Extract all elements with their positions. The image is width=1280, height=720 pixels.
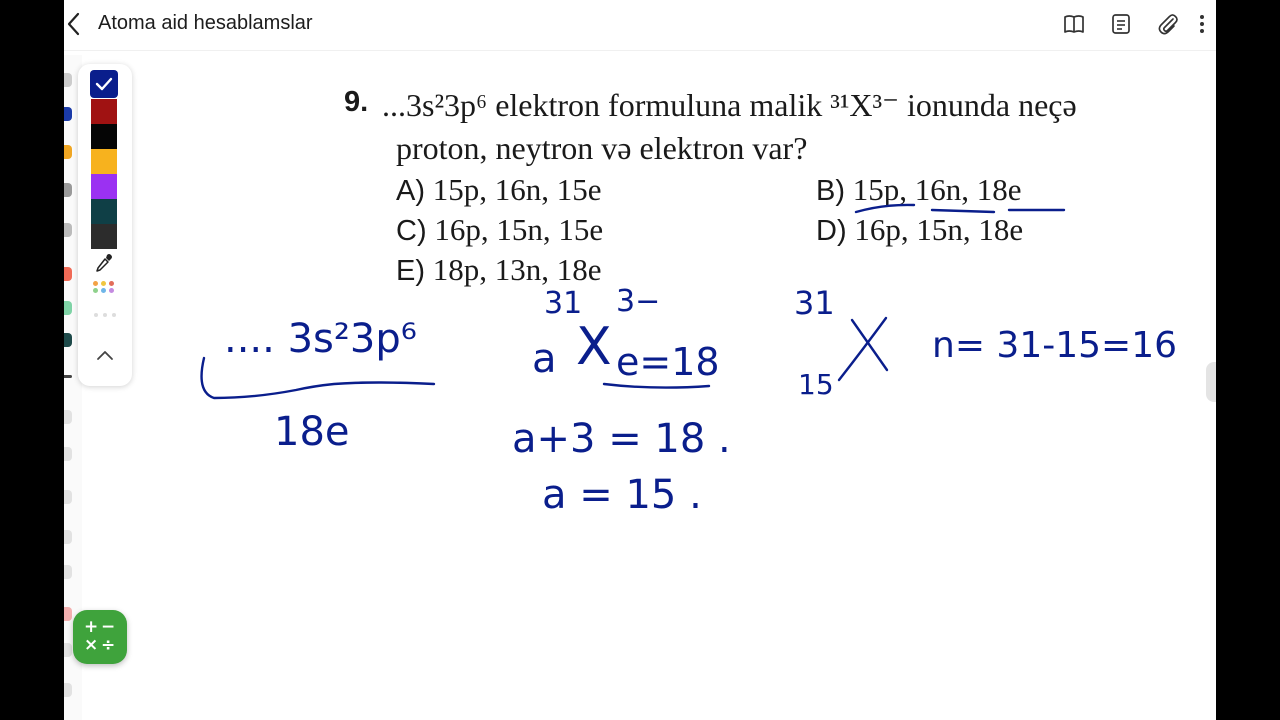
calculator-button[interactable] <box>73 610 127 664</box>
config-text: .... 3s²3p⁶ <box>224 316 417 362</box>
ion-symbol: X <box>576 317 612 377</box>
underline-option-b-2 <box>932 210 994 212</box>
option-a: A) 15p, 16n, 15e <box>396 172 602 207</box>
ion-unknown: a <box>532 336 557 382</box>
nuclide-atomic: 15 <box>798 368 834 401</box>
equation-1: a+3 = 18 . <box>512 416 731 462</box>
nuclide-x-stroke1 <box>852 320 887 370</box>
scroll-handle[interactable] <box>1206 362 1216 402</box>
electron-underline <box>604 384 709 388</box>
handwriting-layer <box>64 0 1216 720</box>
option-d: D) 16p, 15n, 18e <box>816 212 1024 247</box>
underline-option-b-1 <box>856 205 914 212</box>
nuclide-x-stroke2 <box>839 318 886 380</box>
ion-electrons: e=18 <box>616 340 720 384</box>
option-c: C) 16p, 15n, 15e <box>396 212 604 247</box>
plus-icon: + <box>84 617 99 637</box>
neutron-calc: n= 31-15=16 <box>932 325 1178 366</box>
ion-charge: 3− <box>616 284 661 319</box>
note-title: Atoma aid hesablamslar <box>98 12 313 34</box>
ion-mass: 31 <box>544 286 583 321</box>
multiply-icon: × <box>84 635 99 655</box>
question-number: 9. <box>344 86 369 118</box>
question-text-line1: ...3s²3p⁶ elektron formuluna malik ³¹X³⁻ ionunda neçə <box>382 87 1077 123</box>
option-e: E) 18p, 13n, 18e <box>396 252 602 287</box>
minus-icon: − <box>101 617 116 637</box>
question-text-line2: proton, neytron və elektron var? <box>396 130 808 166</box>
config-brace <box>202 358 434 398</box>
config-total: 18e <box>274 409 350 455</box>
nuclide-mass: 31 <box>794 284 835 322</box>
option-b: B) 15p, 16n, 18e <box>816 172 1022 207</box>
equation-2: a = 15 . <box>542 472 702 518</box>
divide-icon: ÷ <box>101 635 116 655</box>
note-screen <box>64 0 1216 720</box>
